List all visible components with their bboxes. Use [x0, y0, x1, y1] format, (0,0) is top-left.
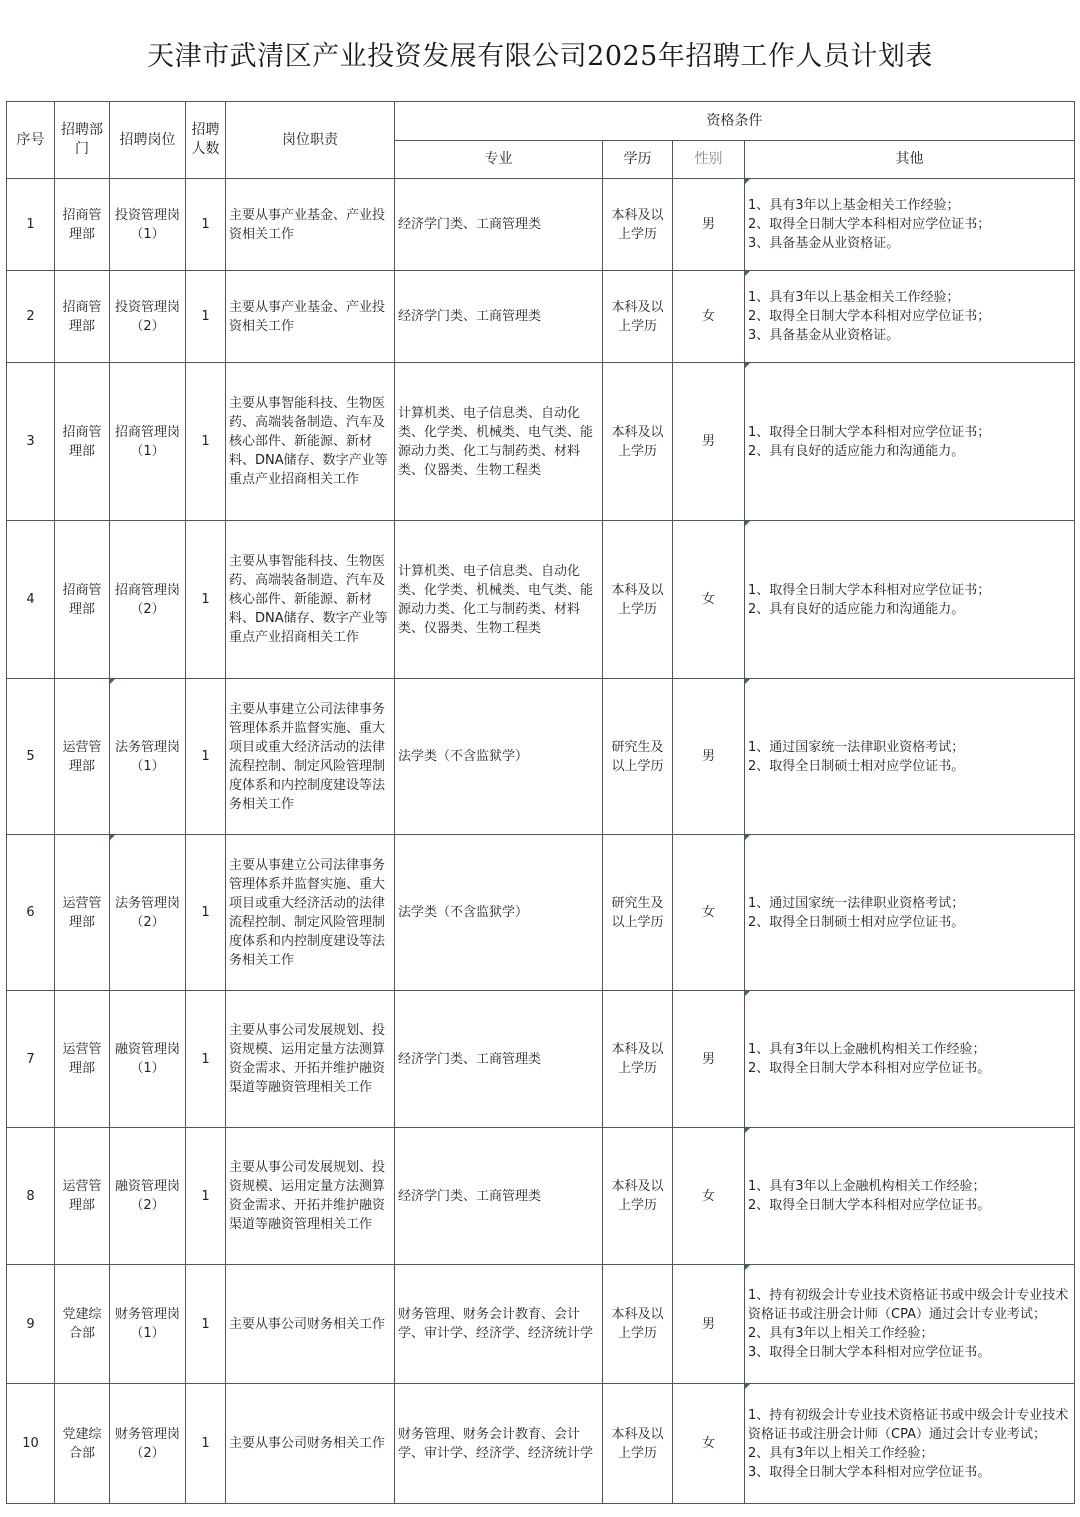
other-requirement: 1、持有初级会计专业技术资格证书或中级会计专业技术资格证书或注册会计师（CPA）通过会计专业考试； [748, 1407, 1069, 1442]
header-other: 其他 [745, 141, 1075, 179]
row-major: 财务管理、财务会计教育、会计学、审计学、经济学、经济统计学 [395, 1384, 603, 1504]
row-other [745, 271, 1075, 363]
row-duties: 主要从事智能科技、生物医药、高端装备制造、汽车及核心部件、新能源、新材料、DNA储存、数字产业等重点产业招商相关工作 [226, 521, 395, 679]
row-education: 本科及以上学历 [603, 991, 673, 1128]
other-requirement: 2、具有良好的适应能力和沟通能力。 [748, 443, 965, 459]
row-position: 法务管理岗（2） [110, 835, 186, 991]
header-seq: 序号 [7, 102, 55, 179]
row-other [745, 1128, 1075, 1265]
other-requirement: 1、通过国家统一法律职业资格考试； [748, 739, 965, 755]
header-dept: 招聘部门 [55, 102, 110, 179]
row-position: 融资管理岗（2） [110, 1128, 186, 1265]
other-requirement: 2、取得全日制大学本科相对应学位证书。 [748, 1061, 991, 1076]
row-major: 法学类（不含监狱学） [395, 835, 603, 991]
header-count: 招聘人数 [186, 102, 226, 179]
other-requirement: 2、取得全日制大学本科相对应学位证书； [748, 309, 991, 324]
row-position: 投资管理岗（1） [110, 179, 186, 271]
row-education: 本科及以上学历 [603, 179, 673, 271]
row-major: 经济学门类、工商管理类 [395, 179, 603, 271]
row-gender: 女 [673, 835, 745, 991]
row-other [745, 179, 1075, 271]
row-count: 1 [186, 991, 226, 1128]
row-count: 1 [186, 835, 226, 991]
table-body [7, 179, 1075, 1504]
other-requirement: 1、具有3年以上金融机构相关工作经验； [748, 1042, 986, 1057]
header-duties: 岗位职责 [226, 102, 395, 179]
header-position: 招聘岗位 [110, 102, 186, 179]
other-requirement: 2、取得全日制硕士相对应学位证书。 [748, 914, 965, 930]
row-major: 经济学门类、工商管理类 [395, 1128, 603, 1265]
row-gender: 男 [673, 1265, 745, 1384]
row-duties: 主要从事建立公司法律事务管理体系并监督实施、重大项目或重大经济活动的法律流程控制、制定风险管理制度体系和内控制度建设等法务相关工作 [226, 835, 395, 991]
row-dept: 招商管理部 [55, 521, 110, 679]
row-gender: 女 [673, 1384, 745, 1504]
table-row [7, 271, 1075, 363]
recruitment-plan-table [6, 101, 1075, 1504]
row-education: 本科及以上学历 [603, 521, 673, 679]
row-gender: 女 [673, 271, 745, 363]
row-other [745, 679, 1075, 835]
row-count: 1 [186, 1265, 226, 1384]
row-duties: 主要从事公司财务相关工作 [226, 1384, 395, 1504]
row-major: 财务管理、财务会计教育、会计学、审计学、经济学、经济统计学 [395, 1265, 603, 1384]
row-other [745, 991, 1075, 1128]
row-count: 1 [186, 1384, 226, 1504]
row-seq: 10 [7, 1384, 55, 1504]
table-row [7, 1265, 1075, 1384]
table-row [7, 991, 1075, 1128]
other-requirement: 2、取得全日制硕士相对应学位证书。 [748, 758, 965, 774]
table-row [7, 179, 1075, 271]
row-gender: 女 [673, 521, 745, 679]
row-other [745, 1265, 1075, 1384]
row-gender: 女 [673, 1128, 745, 1265]
other-requirement: 2、取得全日制大学本科相对应学位证书； [748, 217, 991, 232]
other-requirement: 3、取得全日制大学本科相对应学位证书。 [748, 1464, 991, 1480]
other-requirement: 1、取得全日制大学本科相对应学位证书； [748, 424, 991, 440]
row-duties: 主要从事公司发展规划、投资规模、运用定量方法测算资金需求、开拓并维护融资渠道等融资管理相关工作 [226, 1128, 395, 1265]
row-seq: 9 [7, 1265, 55, 1384]
row-duties: 主要从事建立公司法律事务管理体系并监督实施、重大项目或重大经济活动的法律流程控制、制定风险管理制度体系和内控制度建设等法务相关工作 [226, 679, 395, 835]
row-position: 融资管理岗（1） [110, 991, 186, 1128]
header-education: 学历 [603, 141, 673, 179]
table-row [7, 679, 1075, 835]
other-requirement: 1、持有初级会计专业技术资格证书或中级会计专业技术资格证书或注册会计师（CPA）通过会计专业考试； [748, 1288, 1069, 1322]
row-duties: 主要从事智能科技、生物医药、高端装备制造、汽车及核心部件、新能源、新材料、DNA储存、数字产业等重点产业招商相关工作 [226, 363, 395, 521]
row-gender: 男 [673, 991, 745, 1128]
row-other [745, 521, 1075, 679]
row-duties: 主要从事公司发展规划、投资规模、运用定量方法测算资金需求、开拓并维护融资渠道等融资管理相关工作 [226, 991, 395, 1128]
row-position: 招商管理岗（1） [110, 363, 186, 521]
row-seq: 1 [7, 179, 55, 271]
page-title: 天津市武清区产业投资发展有限公司2025年招聘工作人员计划表 [147, 40, 933, 72]
table-row [7, 363, 1075, 521]
row-education: 本科及以上学历 [603, 1265, 673, 1384]
row-count: 1 [186, 521, 226, 679]
row-education: 本科及以上学历 [603, 363, 673, 521]
row-dept: 运营管理部 [55, 991, 110, 1128]
row-count: 1 [186, 1128, 226, 1265]
table-row [7, 1128, 1075, 1265]
row-position: 财务管理岗（2） [110, 1384, 186, 1504]
row-major: 法学类（不含监狱学） [395, 679, 603, 835]
row-dept: 招商管理部 [55, 271, 110, 363]
row-education: 本科及以上学历 [603, 271, 673, 363]
table-row [7, 835, 1075, 991]
other-requirement: 1、取得全日制大学本科相对应学位证书； [748, 582, 991, 598]
row-duties: 主要从事公司财务相关工作 [226, 1265, 395, 1384]
row-seq: 7 [7, 991, 55, 1128]
row-seq: 3 [7, 363, 55, 521]
other-requirement: 2、具有3年以上相关工作经验； [748, 1445, 934, 1461]
row-position: 法务管理岗（1） [110, 679, 186, 835]
header-gender: 性别 [673, 141, 745, 179]
row-dept: 运营管理部 [55, 679, 110, 835]
row-education: 本科及以上学历 [603, 1128, 673, 1265]
row-gender: 男 [673, 179, 745, 271]
row-duties: 主要从事产业基金、产业投资相关工作 [226, 179, 395, 271]
other-requirement: 1、通过国家统一法律职业资格考试； [748, 895, 965, 911]
row-dept: 运营管理部 [55, 835, 110, 991]
row-major: 经济学门类、工商管理类 [395, 991, 603, 1128]
row-position: 招商管理岗（2） [110, 521, 186, 679]
other-requirement: 2、具有良好的适应能力和沟通能力。 [748, 601, 965, 617]
row-other [745, 835, 1075, 991]
other-requirement: 3、取得全日制大学本科相对应学位证书。 [748, 1345, 991, 1360]
other-requirement: 3、具备基金从业资格证。 [748, 328, 900, 343]
row-gender: 男 [673, 679, 745, 835]
row-major: 经济学门类、工商管理类 [395, 271, 603, 363]
row-major: 计算机类、电子信息类、自动化类、化学类、机械类、电气类、能源动力类、化工与制药类、材料类、仪器类、生物工程类 [395, 363, 603, 521]
row-seq: 6 [7, 835, 55, 991]
row-other [745, 363, 1075, 521]
other-requirement: 3、具备基金从业资格证。 [748, 236, 900, 251]
row-dept: 党建综合部 [55, 1384, 110, 1504]
row-major: 计算机类、电子信息类、自动化类、化学类、机械类、电气类、能源动力类、化工与制药类、材料类、仪器类、生物工程类 [395, 521, 603, 679]
row-dept: 招商管理部 [55, 179, 110, 271]
row-gender: 男 [673, 363, 745, 521]
row-education: 研究生及以上学历 [603, 679, 673, 835]
other-requirement: 1、具有3年以上金融机构相关工作经验； [748, 1179, 986, 1194]
row-seq: 5 [7, 679, 55, 835]
row-other [745, 1384, 1075, 1504]
row-dept: 招商管理部 [55, 363, 110, 521]
other-requirement: 2、取得全日制大学本科相对应学位证书。 [748, 1198, 991, 1213]
table-row [7, 1384, 1075, 1504]
row-count: 1 [186, 271, 226, 363]
row-education: 本科及以上学历 [603, 1384, 673, 1504]
row-count: 1 [186, 679, 226, 835]
row-seq: 4 [7, 521, 55, 679]
header-qualifications: 资格条件 [395, 102, 1075, 141]
table-row [7, 521, 1075, 679]
header-major: 专业 [395, 141, 603, 179]
other-requirement: 1、具有3年以上基金相关工作经验； [748, 198, 960, 213]
row-seq: 2 [7, 271, 55, 363]
row-count: 1 [186, 179, 226, 271]
row-count: 1 [186, 363, 226, 521]
row-duties: 主要从事产业基金、产业投资相关工作 [226, 271, 395, 363]
row-position: 投资管理岗（2） [110, 271, 186, 363]
row-education: 研究生及以上学历 [603, 835, 673, 991]
row-position: 财务管理岗（1） [110, 1265, 186, 1384]
row-dept: 党建综合部 [55, 1265, 110, 1384]
other-requirement: 1、具有3年以上基金相关工作经验； [748, 290, 960, 305]
other-requirement: 2、具有3年以上相关工作经验； [748, 1326, 934, 1341]
row-seq: 8 [7, 1128, 55, 1265]
row-dept: 运营管理部 [55, 1128, 110, 1265]
